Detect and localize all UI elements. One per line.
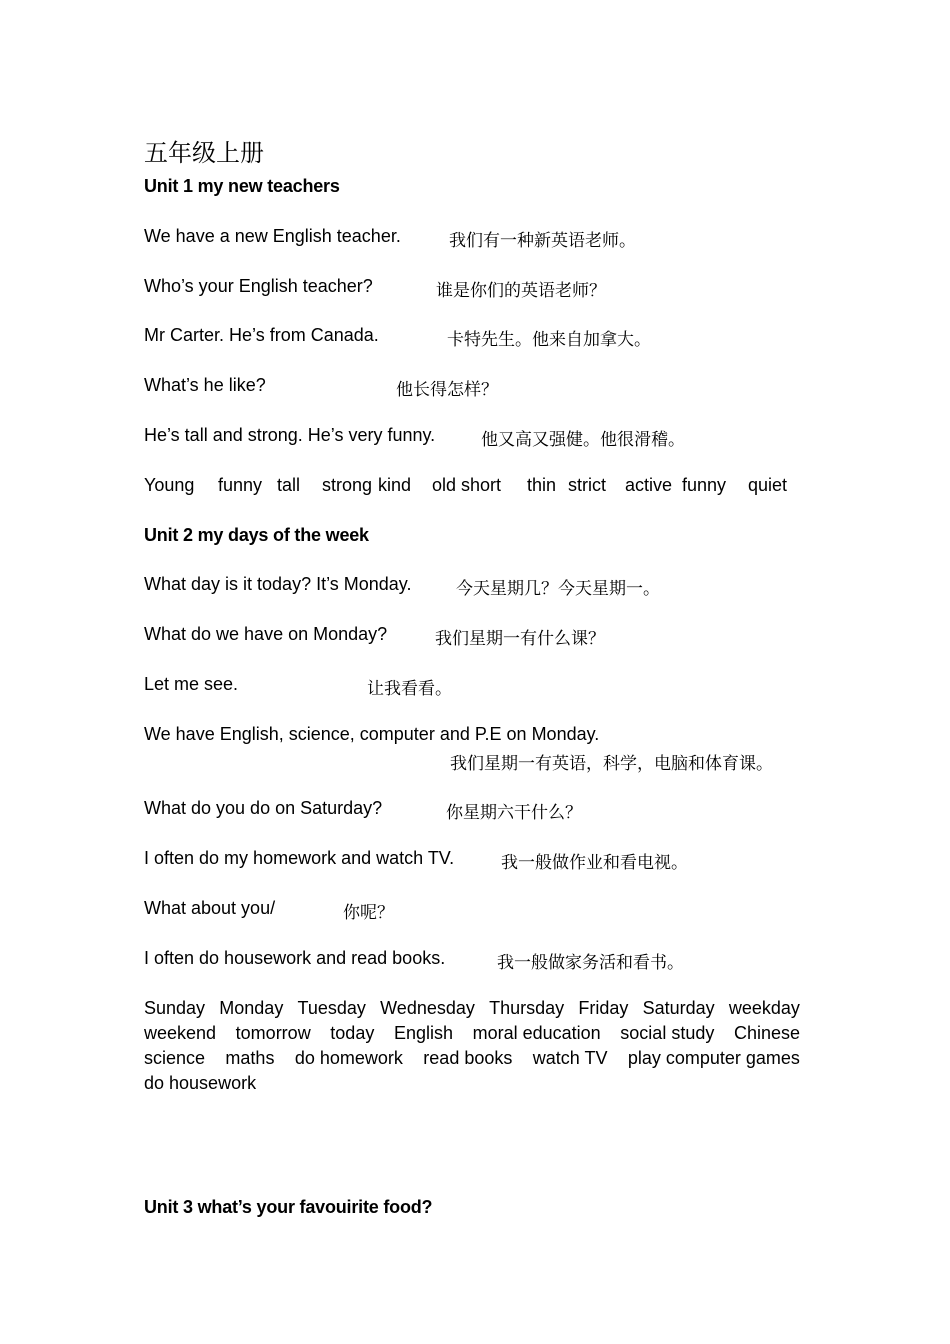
sentence-en: We have a new English teacher. [144,226,401,246]
sentence-zh: 让我看看。 [367,679,452,699]
sentence-zh: 我一般做家务活和看书。 [497,953,684,973]
vocab-word: weekend [144,1023,217,1043]
vocab-word: Wednesday [380,998,475,1018]
vocab-line [144,998,800,1019]
sentence-en: What do you do on Saturday? [144,798,383,818]
unit-2-heading: Unit 2 my days of the week [144,525,369,545]
vocab-word: do homework [294,1048,403,1068]
sentence-en: Who’s your English teacher? [144,276,373,296]
vocab-word: Sunday [144,998,206,1018]
vocab-word: short [461,475,502,495]
sentence-en: What day is it today? It’s Monday. [144,574,412,594]
vocab-word: do housework [144,1073,257,1093]
sentence-en: I often do my homework and watch TV. [144,848,455,868]
sentence-en: What do we have on Monday? [144,624,388,644]
sentence-zh: 我们有一种新英语老师。 [449,231,636,251]
sentence-zh: 你星期六干什么？ [446,803,582,823]
unit-3-heading: Unit 3 what’s your favouirite food? [144,1197,433,1217]
vocab-word: old [432,475,457,495]
sentence-en: What about you/ [144,898,276,918]
sentence-en: Let me see. [144,674,239,694]
vocab-word: social study [620,1023,715,1043]
vocab-word: kind [378,475,412,495]
vocab-word: funny [682,475,727,495]
sentence-en: Mr Carter. He’s from Canada. [144,325,379,345]
vocab-line [144,1023,800,1044]
vocab-word: read books [423,1048,513,1068]
vocab-word: tomorrow [235,1023,311,1043]
sentence-en: He’s tall and strong. He’s very funny. [144,425,436,445]
vocab-word: Friday [578,998,629,1018]
sentence-zh: 卡特先生。他来自加拿大。 [447,330,651,350]
sentence-zh: 我们星期一有什么课？ [435,629,605,649]
vocab-word: today [330,1023,375,1043]
sentence-zh: 谁是你们的英语老师？ [436,281,606,301]
sentence-en: I often do housework and read books. [144,948,446,968]
vocab-word: weekday [728,998,800,1018]
vocab-word: science [144,1048,206,1068]
vocab-word: Chinese [733,1023,800,1043]
vocab-word: thin [527,475,557,495]
vocab-word: quiet [748,475,788,495]
vocab-word: strict [568,475,606,495]
vocab-word: Young [144,475,195,495]
vocab-word: Monday [219,998,284,1018]
vocab-word: tall [277,475,301,495]
sentence-zh: 我一般做作业和看电视。 [501,853,688,873]
vocab-word: Tuesday [297,998,366,1018]
sentence-en: We have English, science, computer and P.E on Monday. [144,724,600,744]
vocab-word: watch TV [532,1048,608,1068]
sentence-zh: 他长得怎样？ [396,380,498,400]
vocab-word: strong [322,475,373,495]
sentence-zh: 你呢？ [343,903,394,923]
unit-1-heading: Unit 1 my new teachers [144,176,340,196]
vocab-word: Thursday [489,998,565,1018]
vocab-word: play computer games [627,1048,800,1068]
vocab-line [144,1048,800,1069]
sentence-zh: 我们星期一有英语，科学，电脑和体育课。 [450,754,773,774]
vocab-word: English [393,1023,453,1043]
vocab-word: moral education [472,1023,601,1043]
sentence-en: What’s he like? [144,375,266,395]
sentence-zh: 他又高又强健。他很滑稽。 [481,430,685,450]
vocab-word: Saturday [642,998,715,1018]
sentence-zh: 今天星期几？今天星期一。 [456,579,660,599]
vocab-word: maths [225,1048,275,1068]
vocab-word: active [625,475,673,495]
vocab-word: funny [218,475,263,495]
page-title: 五年级上册 [144,139,264,167]
